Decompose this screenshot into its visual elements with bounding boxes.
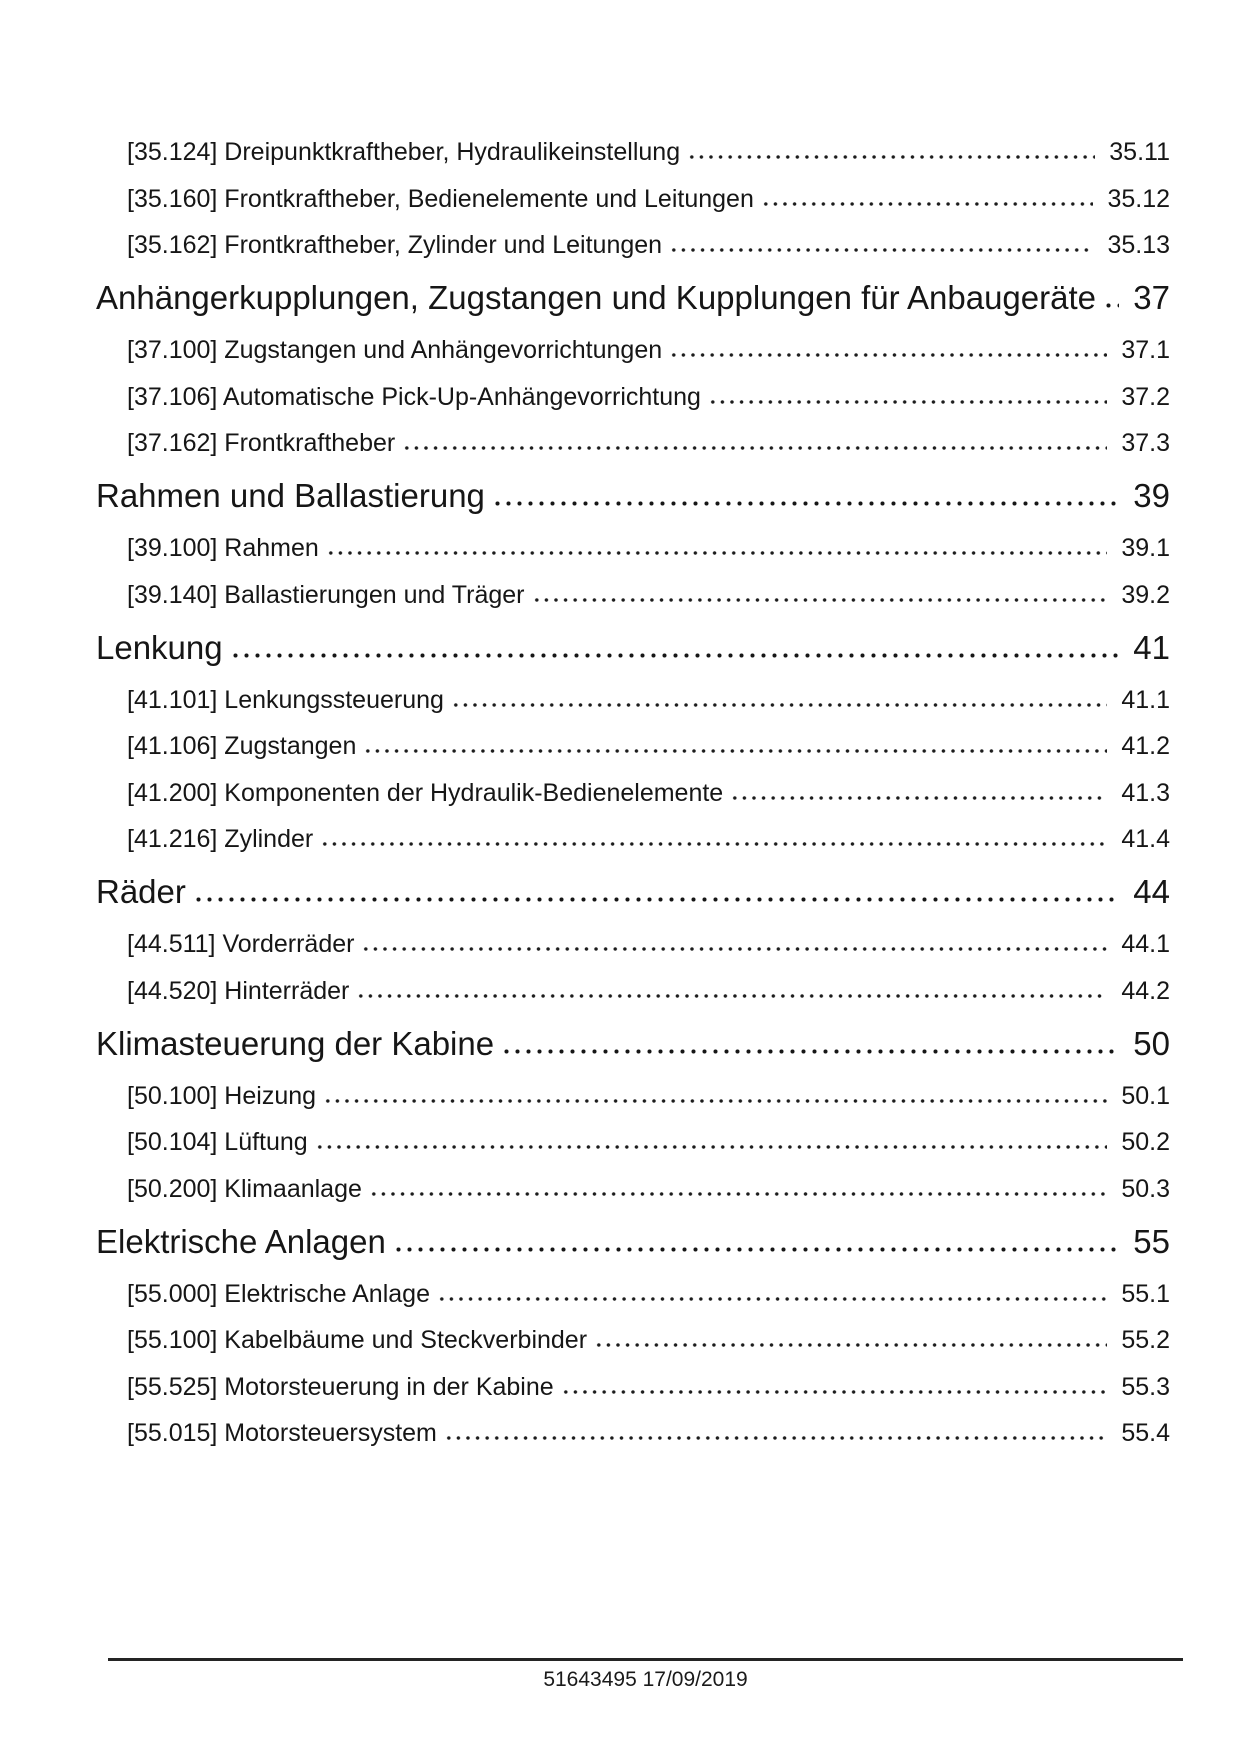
toc-entry-label: [39.140] Ballastierungen und Träger — [127, 580, 525, 609]
toc-entry-page-number: 50 — [1133, 1024, 1170, 1062]
toc-row — [127, 1419, 1170, 1448]
dot-leader — [501, 1048, 1119, 1055]
dot-leader — [451, 702, 1107, 708]
dot-leader — [532, 597, 1108, 603]
toc-entry-label: [50.200] Klimaanlage — [127, 1174, 362, 1203]
toc-row — [96, 872, 1170, 912]
toc-row — [127, 930, 1170, 959]
toc-entry-label: [41.106] Zugstangen — [127, 732, 357, 760]
toc-entry-label: Lenkung — [96, 628, 223, 666]
toc-entry-page-number: 41 — [1133, 628, 1170, 666]
toc-entry-label: [55.000] Elektrische Anlage — [127, 1279, 430, 1308]
dot-leader — [356, 993, 1107, 999]
toc-row — [127, 581, 1170, 610]
toc-entry-label: [44.520] Hinterräder — [127, 976, 350, 1005]
dot-leader — [326, 550, 1108, 556]
dot-leader — [230, 652, 1120, 659]
dot-leader — [402, 445, 1107, 451]
toc-row — [127, 429, 1170, 458]
toc-entry-page-number: 39.1 — [1121, 534, 1170, 562]
toc-entry-label: [39.100] Rahmen — [127, 534, 319, 562]
dot-leader — [323, 1098, 1107, 1104]
toc-row — [127, 977, 1170, 1006]
toc-entry-label: Elektrische Anlagen — [96, 1222, 386, 1260]
toc-row — [127, 1128, 1170, 1157]
toc-row — [127, 779, 1170, 808]
toc-row — [127, 138, 1170, 167]
toc-entry-label: Anhängerkupplungen, Zugstangen und Kupplungen für Anbaugeräte — [96, 279, 1096, 316]
toc-row — [127, 336, 1170, 365]
toc-entry-page-number: 44.1 — [1121, 930, 1170, 958]
toc-row — [127, 1280, 1170, 1309]
footer-text: 51643495 17/09/2019 — [543, 1668, 748, 1691]
dot-leader — [193, 896, 1119, 903]
toc-entry-label: [55.100] Kabelbäume und Steckverbinder — [127, 1326, 588, 1354]
toc-entry-page-number: 55.1 — [1121, 1279, 1170, 1308]
toc-entry-page-number: 35.13 — [1107, 231, 1170, 259]
toc-entry-page-number: 39 — [1133, 477, 1170, 514]
dot-leader — [594, 1342, 1107, 1348]
toc-entry-page-number: 55 — [1133, 1222, 1170, 1260]
dot-leader — [669, 247, 1093, 253]
toc-row — [127, 825, 1170, 854]
toc-entry-label: Klimasteuerung der Kabine — [96, 1024, 495, 1062]
toc-row — [96, 628, 1170, 668]
dot-leader — [315, 1144, 1108, 1150]
dot-leader — [669, 352, 1107, 358]
toc-entry-page-number: 44.2 — [1121, 976, 1170, 1005]
toc-entry-label: [37.162] Frontkraftheber — [127, 429, 396, 457]
toc-row — [127, 383, 1170, 412]
toc-row — [127, 1175, 1170, 1204]
dot-leader — [761, 201, 1094, 207]
dot-leader — [444, 1435, 1107, 1441]
toc-row — [96, 1024, 1170, 1064]
toc-entry-label: [41.200] Komponenten der Hydraulik-Bedienelemente — [127, 778, 724, 807]
toc-entry-label: [50.100] Heizung — [127, 1081, 317, 1110]
toc-entry-page-number: 41.4 — [1121, 825, 1170, 853]
toc-entry-label: [55.525] Motorsteuerung in der Kabine — [127, 1372, 554, 1401]
toc-row — [127, 732, 1170, 761]
toc-entry-page-number: 41.2 — [1121, 732, 1170, 760]
toc-entry-label: [37.106] Automatische Pick-Up-Anhängevorrichtung — [127, 382, 701, 411]
toc-entry-label: [50.104] Lüftung — [127, 1128, 308, 1156]
toc-entry-label: [35.124] Dreipunktkraftheber, Hydraulikeinstellung — [127, 138, 681, 166]
toc-row — [127, 185, 1170, 214]
dot-leader — [437, 1296, 1107, 1302]
toc-entry-page-number: 37.1 — [1121, 336, 1170, 364]
toc-entry-label: [44.511] Vorderräder — [127, 930, 355, 958]
footer-rule — [108, 1658, 1183, 1661]
toc-entry-page-number: 44 — [1133, 873, 1170, 910]
toc-entry-page-number: 55.2 — [1121, 1326, 1170, 1354]
toc-entry-page-number: 50.2 — [1121, 1128, 1170, 1156]
toc-entry-page-number: 50.3 — [1121, 1174, 1170, 1203]
dot-leader — [708, 399, 1107, 405]
toc-row — [127, 1082, 1170, 1111]
dot-leader — [687, 154, 1095, 160]
toc-row — [127, 1373, 1170, 1402]
toc-entry-label: [55.015] Motorsteuersystem — [127, 1419, 437, 1447]
toc-row — [127, 1326, 1170, 1355]
toc-entry-page-number: 37 — [1133, 279, 1170, 316]
toc-entry-page-number: 41.1 — [1121, 685, 1170, 714]
toc-entry-label: [35.162] Frontkraftheber, Zylinder und Leitungen — [127, 231, 663, 259]
toc-entry-page-number: 37.3 — [1121, 429, 1170, 457]
dot-leader — [320, 841, 1107, 847]
toc-entry-label: Rahmen und Ballastierung — [96, 477, 485, 514]
toc-entry-label: [41.216] Zylinder — [127, 825, 314, 853]
toc-row — [127, 686, 1170, 715]
dot-leader — [1103, 302, 1119, 309]
toc-row — [127, 534, 1170, 563]
toc-entry-page-number: 41.3 — [1121, 778, 1170, 807]
dot-leader — [361, 946, 1107, 952]
dot-leader — [561, 1389, 1108, 1395]
toc-row — [127, 231, 1170, 260]
dot-leader — [363, 748, 1107, 754]
toc-entry-page-number: 35.12 — [1107, 184, 1170, 213]
toc-entry-page-number: 35.11 — [1109, 138, 1170, 166]
dot-leader — [369, 1191, 1107, 1197]
toc-entry-label: [37.100] Zugstangen und Anhängevorrichtungen — [127, 336, 663, 364]
toc-entry-page-number: 55.4 — [1121, 1419, 1170, 1447]
toc-entry-page-number: 50.1 — [1121, 1081, 1170, 1110]
toc-row — [96, 278, 1170, 318]
dot-leader — [393, 1246, 1119, 1253]
toc-list — [96, 138, 1170, 1448]
toc-entry-page-number: 37.2 — [1121, 382, 1170, 411]
toc-entry-label: Räder — [96, 873, 186, 910]
toc-entry-label: [35.160] Frontkraftheber, Bedienelemente und Leitungen — [127, 184, 754, 213]
toc-row — [96, 1222, 1170, 1262]
dot-leader — [730, 795, 1107, 801]
dot-leader — [492, 500, 1119, 507]
toc-row — [96, 476, 1170, 516]
toc-entry-page-number: 39.2 — [1121, 580, 1170, 609]
toc-entry-page-number: 55.3 — [1121, 1372, 1170, 1401]
toc-entry-label: [41.101] Lenkungssteuerung — [127, 685, 444, 714]
